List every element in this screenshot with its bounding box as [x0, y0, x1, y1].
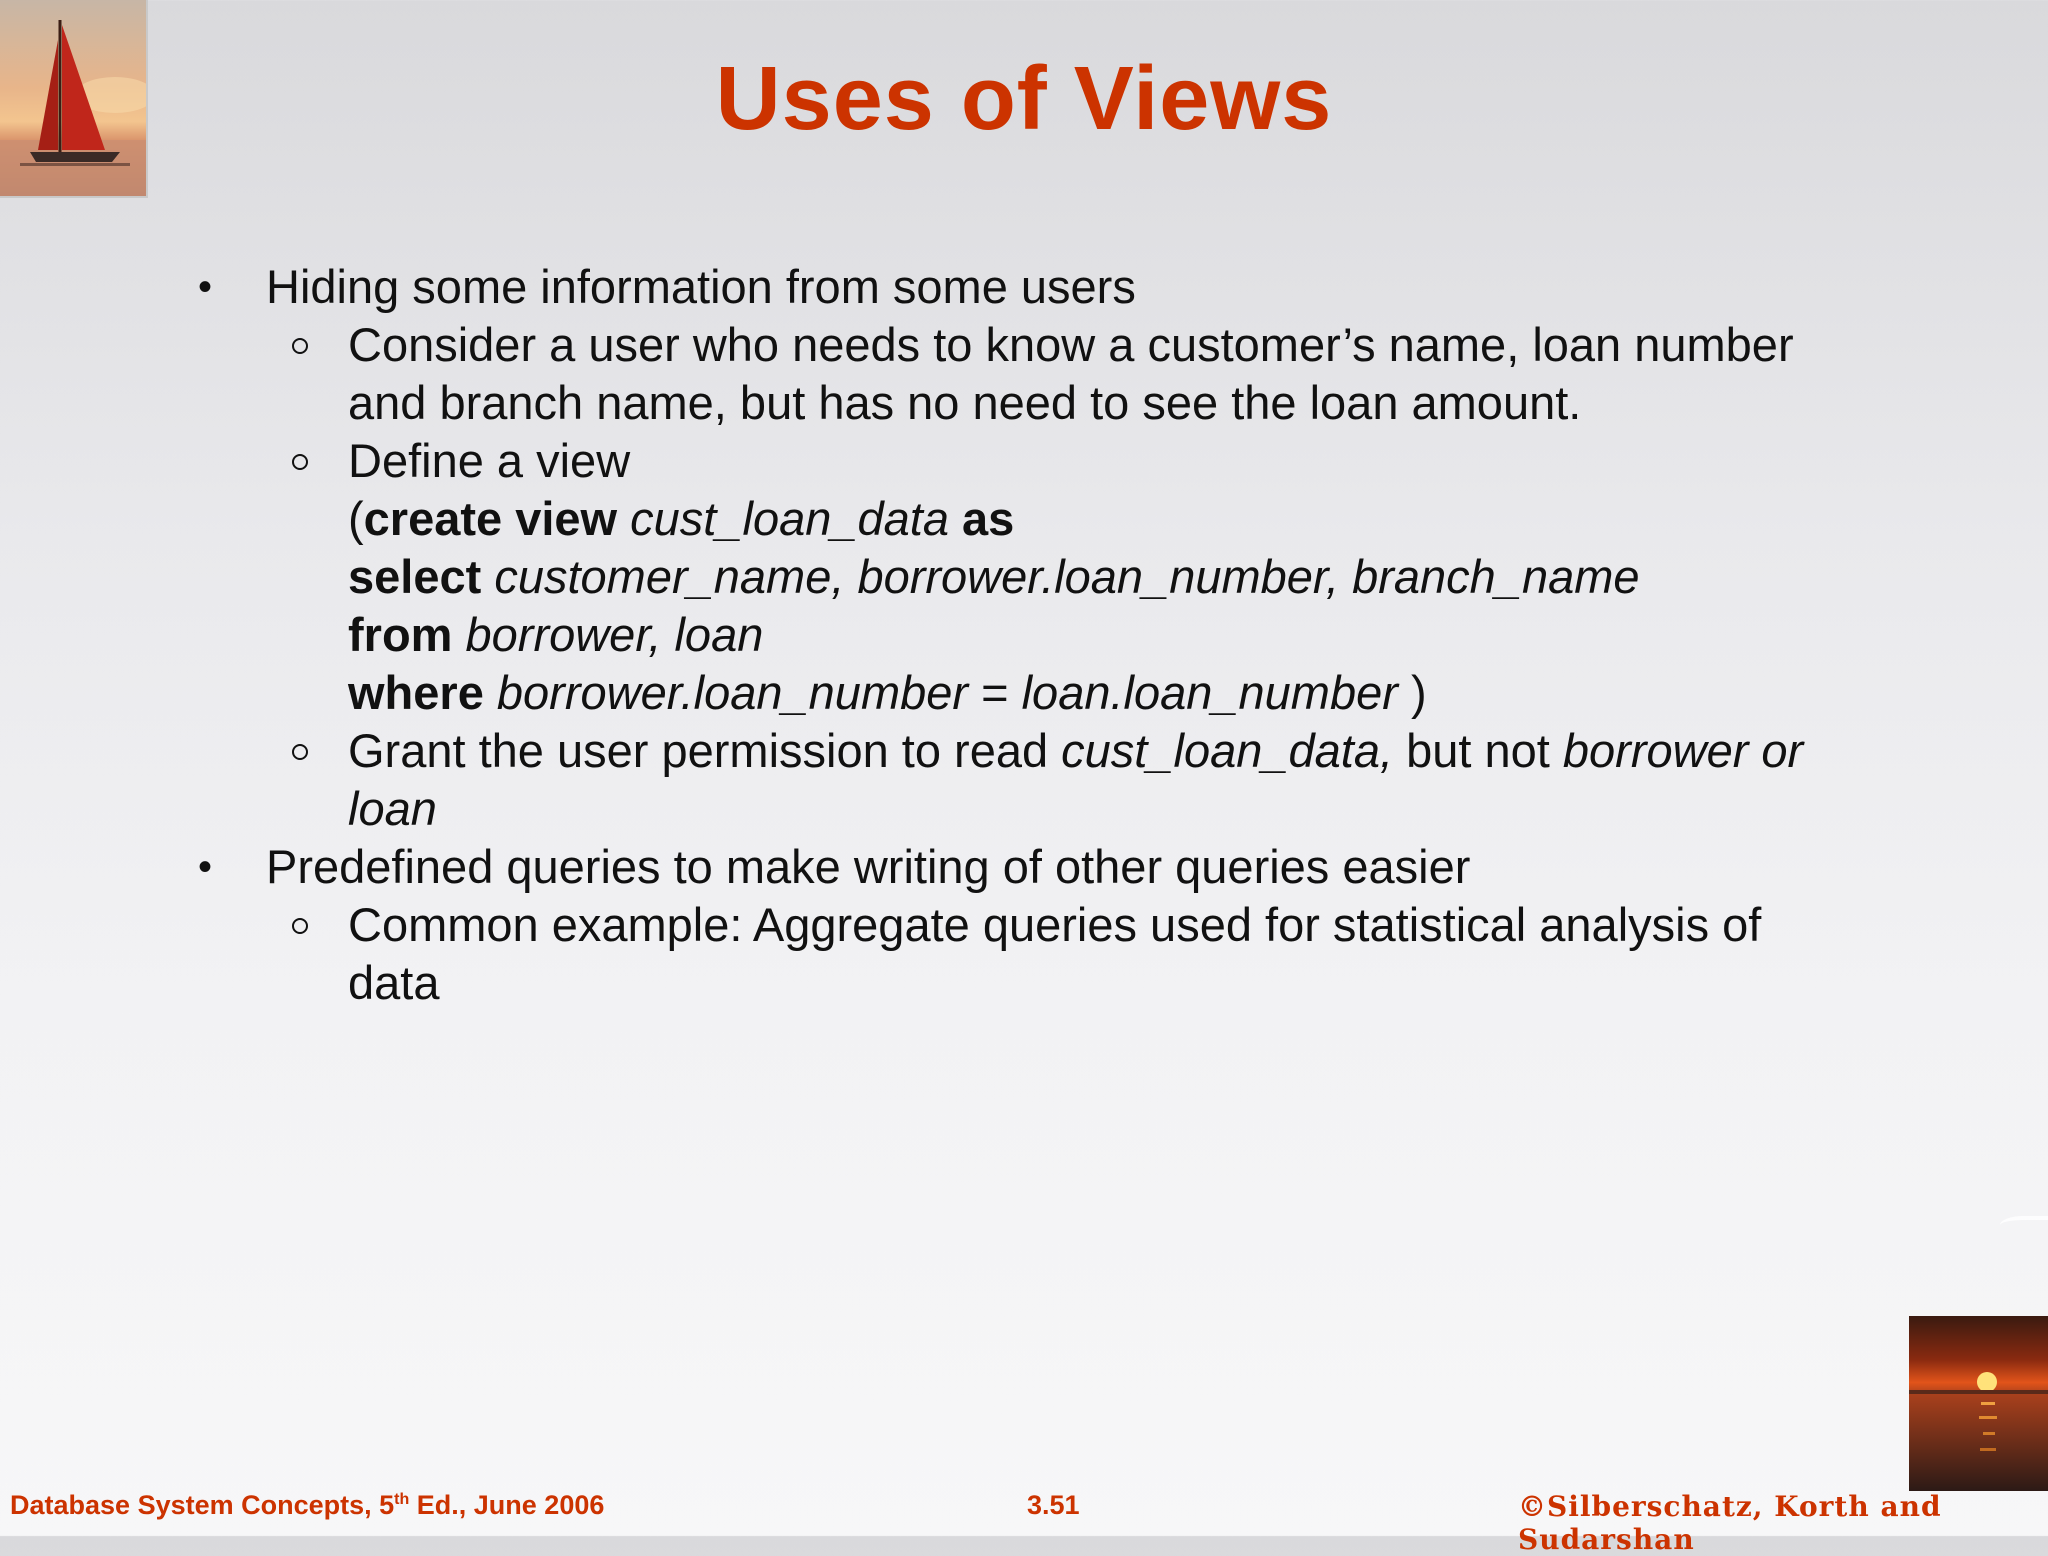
- footer-book-title: Database System Concepts, 5th Ed., June 2006: [10, 1490, 605, 1520]
- sql-from-line: [348, 606, 763, 664]
- sql-keyword: create view: [363, 492, 618, 545]
- sql-identifier: borrower.loan_number: [496, 666, 969, 719]
- sub-bullet-1-3-line1: Grant the user permission to read cust_loan_data, but not borrower or: [348, 724, 1804, 777]
- sql-where-line: where borrower.loan_number = loan.loan_number ): [348, 666, 1427, 719]
- footer-slide-number: 3.51: [1027, 1490, 1080, 1520]
- sunset-image: [1909, 1316, 2048, 1491]
- sql-identifier: loan.loan_number: [1021, 666, 1398, 719]
- sql-identifier: customer_name, borrower.loan_number, branch_name: [494, 550, 1640, 603]
- sql-create-view-line: (create view cust_loan_data as: [348, 492, 1015, 545]
- bullet-1-text: Hiding some information from some users: [266, 260, 1136, 313]
- sql-keyword: select: [348, 550, 482, 603]
- bullet-2-text: Predefined queries to make writing of other queries easier: [266, 840, 1471, 893]
- sub-bullet-2-1-line1: Common example: Aggregate queries used for statistical analysis of: [348, 898, 1762, 951]
- sql-keyword: as: [962, 492, 1015, 545]
- footer-copyright: ©Silberschatz, Korth and Sudarshan: [1518, 1490, 1942, 1556]
- sub-bullet-marker: [292, 744, 308, 760]
- sub-bullet-1-2-intro: Define a view: [348, 434, 631, 487]
- sql-identifier: borrower, loan: [465, 608, 764, 661]
- sql-keyword: from: [348, 608, 453, 661]
- sub-bullet-1-3-line2: loan: [348, 782, 437, 835]
- sub-bullet-marker: [292, 338, 308, 354]
- sql-identifier: cust_loan_data: [630, 492, 949, 545]
- sub-bullet-1-1-line2: and branch name, but has no need to see the loan amount.: [348, 376, 1582, 429]
- bullet-marker: •: [198, 845, 213, 889]
- decorative-swoosh: [2000, 1216, 2048, 1234]
- sub-bullet-2-1-line2: data: [348, 956, 440, 1009]
- sub-bullet-marker: [292, 454, 308, 470]
- sub-bullet-1-1-line1: Consider a user who needs to know a customer’s name, loan number: [348, 318, 1794, 371]
- slide-title: Uses of Views: [715, 49, 1333, 149]
- bullet-marker: •: [198, 265, 213, 309]
- sub-bullet-marker: [292, 918, 308, 934]
- sql-select-line: [348, 548, 1640, 606]
- sql-keyword: where: [348, 666, 484, 719]
